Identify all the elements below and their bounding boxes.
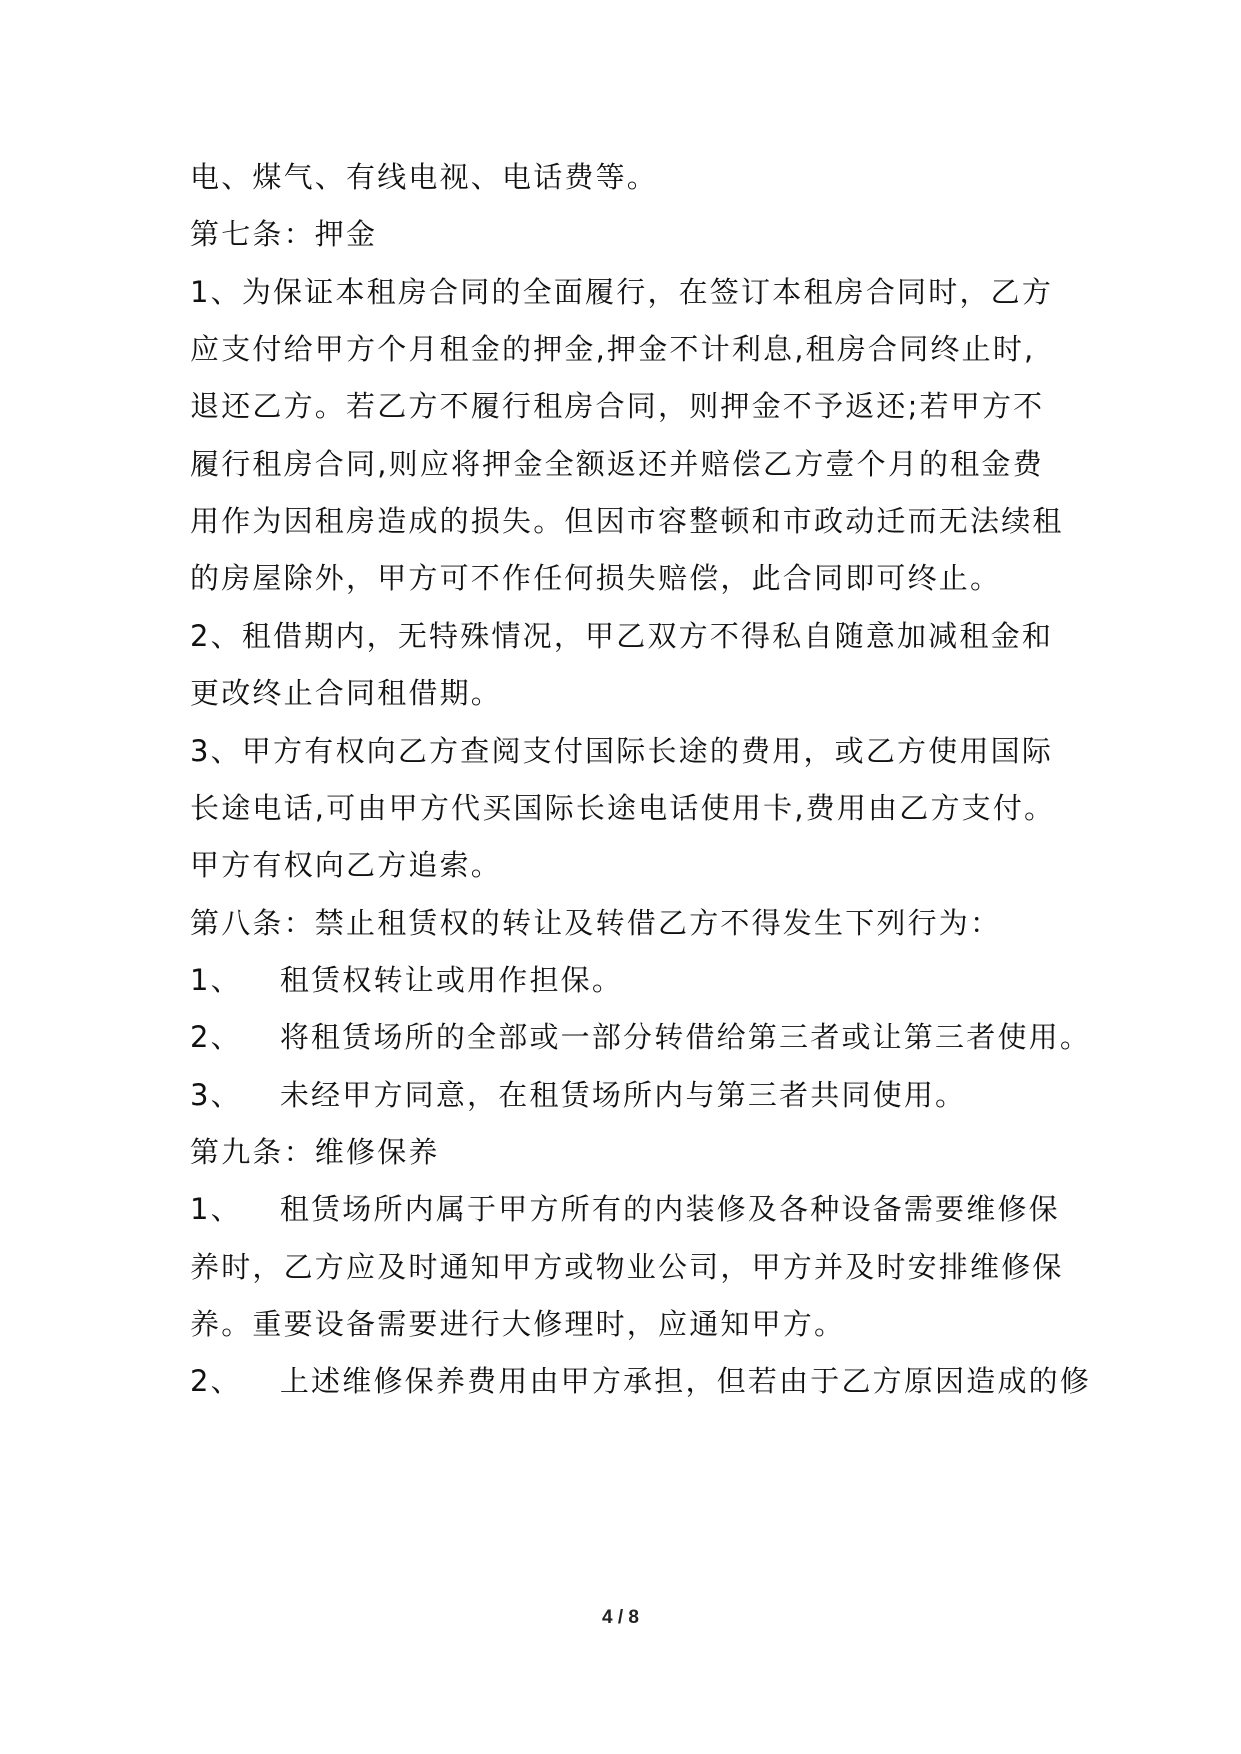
list-number: 2、 (190, 1020, 242, 1054)
article-heading: 第七条：押金 (190, 217, 378, 251)
text-line: 3、甲方有权向乙方查阅支付国际长途的费用，或乙方使用国际 (190, 734, 1054, 768)
text-line: 长途电话,可由甲方代买国际长途电话使用卡,费用由乙方支付。 (190, 791, 1056, 825)
text-line: 电、煤气、有线电视、电话费等。 (190, 160, 659, 194)
list-number: 1、 (190, 1192, 242, 1226)
list-item-text: 将租赁场所的全部或一部分转借给第三者或让第三者使用。 (279, 1020, 1092, 1054)
list-number: 3、 (190, 1078, 242, 1112)
text-line: 更改终止合同租借期。 (190, 676, 503, 710)
list-item (190, 960, 623, 1000)
article-heading: 第八条：禁止租赁权的转让及转借乙方不得发生下列行为： (190, 906, 1002, 940)
text-line: 养。重要设备需要进行大修理时，应通知甲方。 (190, 1307, 846, 1341)
article-heading: 第九条：维修保养 (190, 1135, 440, 1169)
text-line: 退还乙方。若乙方不履行租房合同，则押金不予返还;若甲方不 (190, 389, 1045, 423)
list-item (190, 1075, 966, 1115)
list-item-text: 未经甲方同意，在租赁场所内与第三者共同使用。 (279, 1078, 967, 1112)
text-line: 2、租借期内，无特殊情况，甲乙双方不得私自随意加减租金和 (190, 619, 1054, 653)
text-line: 履行租房合同,则应将押金全额返还并赔偿乙方壹个月的租金费 (190, 447, 1044, 481)
list-item (190, 1361, 1091, 1401)
list-item-text: 租赁场所内属于甲方所有的内装修及各种设备需要维修保 (279, 1192, 1060, 1226)
list-item-text: 租赁权转让或用作担保。 (279, 963, 624, 997)
list-item (190, 1189, 1060, 1229)
text-line: 的房屋除外，甲方可不作任何损失赔偿，此合同即可终止。 (190, 561, 1002, 595)
text-line: 应支付给甲方个月租金的押金,押金不计利息,租房合同终止时, (190, 332, 1036, 366)
text-line: 1、为保证本租房合同的全面履行，在签订本租房合同时，乙方 (190, 275, 1054, 309)
page-number: 4 / 8 (602, 1607, 639, 1628)
text-line: 甲方有权向乙方追索。 (190, 848, 503, 882)
text-line: 用作为因租房造成的损失。但因市容整顿和市政动迁而无法续租 (190, 504, 1064, 538)
list-number: 2、 (190, 1364, 242, 1398)
list-item (190, 1017, 1091, 1057)
text-line: 养时，乙方应及时通知甲方或物业公司，甲方并及时安排维修保 (190, 1250, 1064, 1284)
list-number: 1、 (190, 963, 242, 997)
list-item-text: 上述维修保养费用由甲方承担，但若由于乙方原因造成的修 (279, 1364, 1092, 1398)
